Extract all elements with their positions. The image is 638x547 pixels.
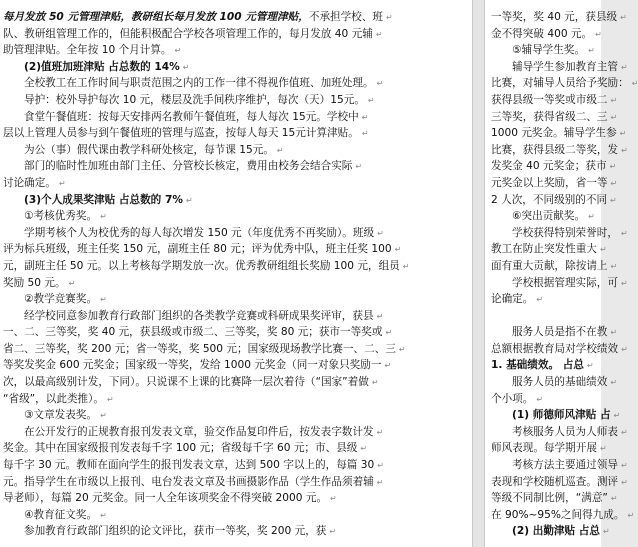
text-line <box>491 241 607 258</box>
paragraph-mark-icon: ↵ <box>174 46 182 56</box>
paragraph-mark-icon: ↵ <box>599 444 607 454</box>
paragraph-mark-icon: ↵ <box>621 344 628 354</box>
text-line-content: 助管理津贴。全年按 10 个月计算。 <box>3 44 172 57</box>
text-line-content: 奖金。其中在国家级报刊发表每千字 100 元；省级每千字 60 元；市、县级 <box>3 442 358 455</box>
paragraph-mark-icon: ↵ <box>330 494 337 504</box>
paragraph-mark-icon: ↵ <box>100 510 107 520</box>
paragraph-mark-icon: ↵ <box>610 112 618 122</box>
paragraph-mark-icon: ↵ <box>361 129 369 139</box>
text-line <box>3 258 469 275</box>
text-line-content: 在公开发行的正规教育报刊发表文章，验交作品复印件后，按发表字数计发 <box>24 425 374 438</box>
text-line-content: 比赛，对辅导人员给予奖励： <box>491 77 629 90</box>
paragraph-mark-icon: ↵ <box>621 145 628 155</box>
text-line <box>491 291 603 308</box>
text-line-content: 等奖发奖金 600 元奖金；国家级一等奖，发给 1000 元奖金（同一对象只奖励一 <box>3 359 382 372</box>
text-line-content: 论确定。 <box>491 293 534 306</box>
text-line-content: 学校获得特别荣誉时， <box>512 226 618 239</box>
paragraph-mark-icon: ↵ <box>68 278 76 288</box>
text-line <box>3 523 469 540</box>
paragraph-mark-icon: ↵ <box>377 461 384 471</box>
text-line <box>491 474 628 491</box>
text-line-content: ④教育征文奖。 <box>24 508 98 521</box>
text-line <box>491 357 603 374</box>
paragraph-mark-icon: ↵ <box>610 378 618 388</box>
paragraph-mark-icon: ↵ <box>375 29 383 39</box>
text-line <box>491 324 618 341</box>
text-line-content: 队、教研组管理工作的，但能积极配合学校各项管理工作的，每月发放 40 元辅 <box>3 27 373 40</box>
text-line-content: 导老师），每篇 20 元奖金。同一人全年该项奖金不得突破 2000 元。 <box>3 492 328 505</box>
paragraph-mark-icon: ↵ <box>631 79 638 89</box>
paragraph-mark-icon: ↵ <box>100 212 107 222</box>
text-line <box>491 523 610 540</box>
text-line <box>491 374 618 391</box>
text-line <box>3 92 469 109</box>
paragraph-mark-icon: ↵ <box>588 46 595 56</box>
paragraph-mark-icon: ↵ <box>376 311 384 321</box>
paragraph-mark-icon: ↵ <box>355 162 363 172</box>
text-line-content: 每月发放 50 元管理津贴，教研组长每月发放 100 元管理津贴， <box>3 11 309 23</box>
text-line-content: ②教学竞赛奖。 <box>24 293 98 306</box>
text-line-content: 导护：校外导护每次 10 元，楼层及洗手间秩序维护，每次（天）15元。 <box>24 93 365 106</box>
paragraph-mark-icon: ↵ <box>371 378 379 388</box>
paragraph-mark-icon: ↵ <box>595 29 602 39</box>
paragraph-mark-icon: ↵ <box>599 245 607 255</box>
paragraph-mark-icon: ↵ <box>376 79 384 89</box>
paragraph-mark-icon: ↵ <box>367 95 375 105</box>
text-line-content: 发奖金 40 元奖金；获市 <box>491 160 607 173</box>
text-line-content: 教工在防止突发性重大 <box>491 243 597 256</box>
page-gap <box>473 0 484 547</box>
text-line-content: 师风表现。每学期开展 <box>491 442 597 455</box>
text-line <box>3 241 469 258</box>
text-line <box>491 59 628 76</box>
text-line <box>3 42 469 59</box>
text-line-content: 辅导学生参加教育主管 <box>512 60 618 73</box>
paragraph-mark-icon: ↵ <box>276 145 284 155</box>
paragraph-mark-icon: ↵ <box>603 527 610 537</box>
text-line <box>3 26 469 43</box>
text-line-content: 获得县级一等奖或市级二 <box>491 93 608 106</box>
text-line-tail: 不承担学校、班 <box>308 11 384 23</box>
paragraph-mark-icon: ↵ <box>586 361 594 371</box>
text-line <box>3 208 469 225</box>
text-line <box>491 225 628 242</box>
paragraph-mark-icon: ↵ <box>619 129 627 139</box>
text-line <box>491 490 618 507</box>
paragraph-mark-icon: ↵ <box>384 361 392 371</box>
text-line-content: 服务人员是指不在教 <box>512 326 608 339</box>
text-line <box>491 440 607 457</box>
text-line-content: “省级”，以此类推）。 <box>3 392 105 405</box>
text-line-content: (2)值班加班津贴 占总数的 14% <box>24 60 180 73</box>
text-line-content: 在 90%~95%之间得九成。 <box>491 508 625 521</box>
text-line <box>3 308 469 325</box>
paragraph-mark-icon: ↵ <box>620 278 628 288</box>
text-line <box>491 175 618 192</box>
paragraph-mark-icon: ↵ <box>360 444 368 454</box>
text-line <box>3 175 469 192</box>
paragraph-mark-icon: ↵ <box>361 112 369 122</box>
text-line <box>3 225 469 242</box>
text-line-content: 讨论确定。 <box>3 176 56 189</box>
text-line-content: 省二、三等奖，奖 200 元；省一等奖，奖 500 元；国家级现场教学比赛一、二、三 <box>3 342 396 355</box>
paragraph-mark-icon: ↵ <box>58 178 66 188</box>
text-line-content: ⑤辅导学生奖。 <box>512 44 586 57</box>
paragraph-mark-icon: ↵ <box>107 394 114 404</box>
text-line <box>3 507 469 524</box>
text-line-content: 面有重大贡献，除按请上 <box>491 259 608 272</box>
text-line <box>3 9 469 26</box>
text-line-content: (2) 出勤津贴 占总 <box>512 525 600 538</box>
text-line <box>491 109 618 126</box>
text-line <box>3 275 469 292</box>
text-line-content: 全校教工在工作时间与职责范围之内的工作一律不得视作值班、加班处理。 <box>24 77 374 90</box>
text-line <box>491 9 627 26</box>
text-line <box>3 440 469 457</box>
text-line <box>491 308 603 325</box>
text-line <box>491 75 638 92</box>
text-line-content: (3)个人成果奖津贴 占总数的 7% <box>24 193 183 206</box>
paragraph-mark-icon: ↵ <box>398 344 406 354</box>
paragraph-mark-icon: ↵ <box>610 494 618 504</box>
text-line-content: 学校根据管理实际，可 <box>512 276 618 289</box>
paragraph-mark-icon: ↵ <box>620 13 627 22</box>
text-line-content: 奖励 50 元。 <box>3 276 66 289</box>
text-line <box>491 424 628 441</box>
text-line <box>3 490 469 507</box>
text-line <box>3 374 469 391</box>
text-line-content: 学期考核个人为校优秀的每人每次增发 150 元（年度优秀不再奖励）。班级 <box>24 226 375 239</box>
paragraph-mark-icon: ↵ <box>536 394 544 404</box>
text-line-content: 总额根据教育局对学校绩效 <box>491 342 619 355</box>
text-line <box>491 275 628 292</box>
text-line-content: ③文章发表奖。 <box>24 409 98 422</box>
paragraph-mark-icon: ↵ <box>377 228 384 238</box>
text-line-content: 表现和学校随机巡查。测评 <box>491 475 619 488</box>
text-line-content: 元。指导学生在市级以上报刊、电台发表文章及书画摄影作品（学生作品须着辅 <box>3 475 374 488</box>
text-line <box>491 192 617 209</box>
text-line <box>491 142 628 159</box>
text-line-content: 为公（事）假代课由教学科研处核定，每节课 15元。 <box>24 143 274 156</box>
paragraph-mark-icon: ↵ <box>610 95 618 105</box>
text-line <box>3 59 469 76</box>
paragraph-mark-icon: ↵ <box>613 411 621 421</box>
paragraph-mark-icon: ↵ <box>609 162 617 172</box>
text-line <box>3 341 469 358</box>
text-line-content: ⑥突出贡献奖。 <box>512 210 586 223</box>
text-line-content: 1. 基础绩效。 占总 <box>491 359 584 372</box>
text-line-content: 层以上管理人员参与到午餐值班的管理与巡查，按每人每天 15元计算津贴。 <box>3 127 359 140</box>
paragraph-mark-icon: ↵ <box>329 527 337 537</box>
text-line-content: 等级不同制比例，“满意” <box>491 492 608 505</box>
text-line-content: 元奖金以上奖励，省一等 <box>491 176 608 189</box>
paragraph-mark-icon: ↵ <box>620 461 628 471</box>
text-line-content: 金不得突破 400 元。 <box>491 27 593 40</box>
paragraph-mark-icon: ↵ <box>385 328 393 338</box>
text-line-content: 考核服务人员为人师表 <box>512 425 618 438</box>
paragraph-mark-icon: ↵ <box>402 261 410 271</box>
paragraph-mark-icon: ↵ <box>610 178 618 188</box>
text-line <box>491 26 603 43</box>
text-line-content: 每千字 30 元。教师在面向学生的报刊发表文章，达到 500 字以上的，每篇 30 <box>3 459 375 472</box>
text-line <box>491 158 617 175</box>
text-line <box>491 391 603 408</box>
text-line <box>3 391 469 408</box>
text-line-content: 服务人员的基础绩效 <box>512 376 608 389</box>
paragraph-mark-icon: ↵ <box>620 228 628 238</box>
text-line <box>3 125 469 142</box>
text-line <box>3 407 469 424</box>
text-line-content: 参加教育行政部门组织的论文评比，获市一等奖，奖 200 元，获 <box>24 525 327 538</box>
paragraph-mark-icon: ↵ <box>588 212 595 222</box>
text-line-content: 元，副班主任 50 元。以上考核每学期发放一次。优秀教研组组长奖励 100 元，组员 <box>3 259 400 272</box>
paragraph-mark-icon: ↵ <box>100 411 107 421</box>
text-line <box>491 258 618 275</box>
text-line <box>491 92 618 109</box>
text-line-content: 评为标兵班级，班主任奖 150 元，副班主任 80 元；评为优秀中队，班主任奖 100 <box>3 243 392 256</box>
text-line <box>491 457 628 474</box>
text-line-content: 部门的临时性加班由部门主任、分管校长核定，费用由校务会结合实际 <box>24 160 353 173</box>
paragraph-mark-icon: ↵ <box>185 195 193 205</box>
text-line <box>3 192 469 209</box>
text-line <box>3 357 469 374</box>
text-line-content: 2 人次，不同级别的不同 <box>491 193 608 206</box>
text-line <box>3 424 469 441</box>
text-line <box>491 42 603 59</box>
text-line <box>3 457 469 474</box>
text-line-content: ①考核优秀奖。 <box>24 210 98 223</box>
text-line <box>3 109 469 126</box>
document-page-right <box>484 0 638 547</box>
paragraph-mark-icon: ↵ <box>610 328 618 338</box>
text-line <box>491 407 621 424</box>
text-line <box>3 324 469 341</box>
text-line-content: 1000 元奖金。辅导学生参 <box>491 127 617 140</box>
text-line-content: 一、二、三等奖，奖 40 元，获县级或市级二、三等奖，奖 80 元；获市一等奖或 <box>3 326 383 339</box>
page-left-text <box>3 9 469 540</box>
paragraph-mark-icon: ↵ <box>620 427 628 437</box>
text-line <box>491 341 628 358</box>
text-line <box>491 507 635 524</box>
text-line <box>3 474 469 491</box>
paragraph-mark-icon: ↵ <box>536 295 544 305</box>
text-line-content: 一等奖，奖 40 元，获县级 <box>491 11 618 23</box>
text-line <box>491 125 627 142</box>
text-line-content: (1) 师德师风津贴 占 <box>512 409 611 422</box>
text-line <box>3 158 469 175</box>
text-line-content: 考核方法主要通过领导 <box>512 459 618 472</box>
text-line-content: 食堂午餐值班：按每天安排两名教师午餐值班，每人每次 15元。学校中 <box>24 110 359 123</box>
paragraph-mark-icon: ↵ <box>100 295 107 305</box>
text-line <box>491 208 603 225</box>
paragraph-mark-icon: ↵ <box>610 195 617 205</box>
text-line-content: 比赛，获得县级二等奖，发 <box>491 143 619 156</box>
paragraph-mark-icon: ↵ <box>394 245 402 255</box>
page-right-text <box>491 9 638 540</box>
paragraph-mark-icon: ↵ <box>386 13 393 22</box>
paragraph-mark-icon: ↵ <box>620 62 628 72</box>
text-line <box>3 75 469 92</box>
text-line <box>3 291 469 308</box>
paragraph-mark-icon: ↵ <box>182 62 190 72</box>
text-line-content: 经学校同意参加教育行政部门组织的各类教学竞赛或科研成果奖评审，获县 <box>24 309 374 322</box>
paragraph-mark-icon: ↵ <box>376 477 384 487</box>
text-line <box>3 142 469 159</box>
text-line-content: 三等奖，获得省级二、三 <box>491 110 608 123</box>
text-line-content: 个小项。 <box>491 392 534 405</box>
text-line-content: 次，以最高级别计发，下同）。只说课不上课的比赛降一层次着待（“国家”着做 <box>3 376 369 389</box>
paragraph-mark-icon: ↵ <box>610 261 618 271</box>
paragraph-mark-icon: ↵ <box>376 427 384 437</box>
paragraph-mark-icon: ↵ <box>621 477 628 487</box>
paragraph-mark-icon: ↵ <box>627 510 635 520</box>
